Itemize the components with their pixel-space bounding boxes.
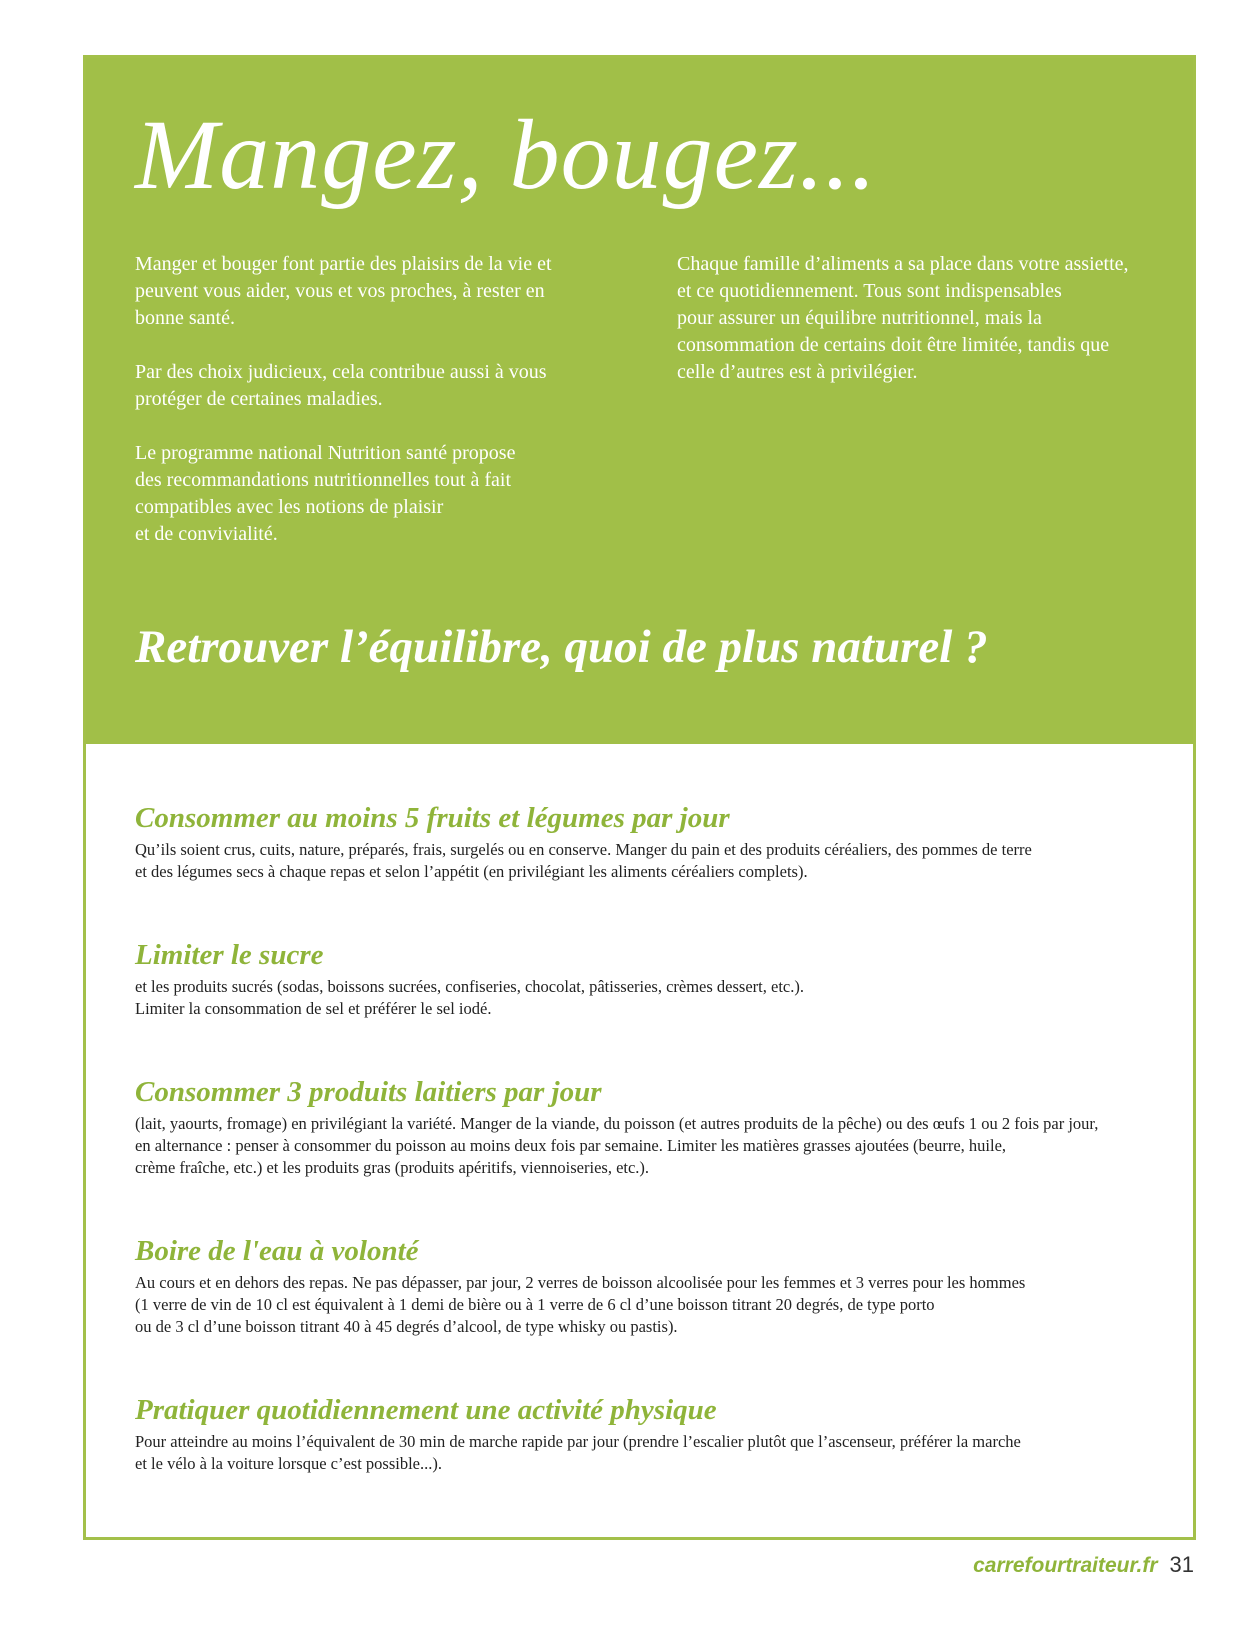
recommendation-text: Pour atteindre au moins l’équivalent de 30 min de marche rapide par jour (prendre l’escalier plutôt que l’ascenseur, préférer la marche et le vélo à la voiture lorsque c’est possible...).	[135, 1432, 1021, 1473]
intro-paragraph: Le programme national Nutrition santé propose des recommandations nutritionnelles tout à fait compatibles avec les notions de plaisir et de convivialité.	[135, 442, 516, 545]
intro-left-column	[135, 251, 605, 575]
recommendation-item	[135, 1391, 1175, 1475]
recommendation-text: (lait, yaourts, fromage) en privilégiant la variété. Manger de la viande, du poisson (et autres produits de la pêche) ou des œufs 1 ou 2 fois par jour, en alternance : penser à consommer du poisson au moins deux fois par semaine. Limiter les matières grasses ajoutées (beurre, huile, crème fraîche, etc.) et les produits gras (produits apéritifs, viennoiseries, etc.).	[135, 1114, 1099, 1177]
recommendation-item	[135, 1073, 1175, 1179]
intro-paragraph: Chaque famille d’aliments a sa place dans votre assiette, et ce quotidiennement. Tous sont indispensables pour assurer un équilibre nutritionnel, mais la consommation de certains doit être limitée, tandis que celle d’autres est à privilégier.	[677, 253, 1129, 383]
recommendation-heading: Limiter le sucre	[135, 939, 324, 971]
section-subtitle: Retrouver l’équilibre, quoi de plus naturel ?	[135, 621, 988, 673]
page-title: Mangez, bougez...	[135, 99, 877, 210]
intro-right-column	[677, 251, 1177, 413]
intro-paragraph: Par des choix judicieux, cela contribue aussi à vous protéger de certaines maladies.	[135, 361, 547, 410]
recommendation-heading: Consommer au moins 5 fruits et légumes par jour	[135, 802, 730, 834]
recommendation-heading: Boire de l'eau à volonté	[135, 1235, 419, 1267]
recommendation-text: Au cours et en dehors des repas. Ne pas dépasser, par jour, 2 verres de boisson alcoolisée pour les femmes et 3 verres pour les hommes (1 verre de vin de 10 cl est équivalent à 1 demi de bière ou à 1 verre de 6 cl d’une boisson titrant 20 degrés, de type porto ou de 3 cl d’une boisson titrant 40 à 45 degrés d’alcool, de type whisky ou pastis).	[135, 1273, 1026, 1336]
page-number: 31	[1169, 1552, 1194, 1577]
recommendation-heading: Pratiquer quotidiennement une activité physique	[135, 1394, 717, 1426]
recommendation-heading: Consommer 3 produits laitiers par jour	[135, 1076, 602, 1108]
recommendation-item	[135, 1232, 1175, 1338]
recommendation-item	[135, 799, 1175, 883]
recommendation-item	[135, 936, 1175, 1020]
intro-paragraph: Manger et bouger font partie des plaisirs de la vie et peuvent vous aider, vous et vos proches, à rester en bonne santé.	[135, 253, 552, 329]
website-link[interactable]: carrefourtraiteur.fr	[973, 1554, 1158, 1577]
recommendation-text: et les produits sucrés (sodas, boissons sucrées, confiseries, chocolat, pâtisseries, crèmes dessert, etc.). Limiter la consommation de sel et préférer le sel iodé.	[135, 977, 804, 1018]
page-footer	[973, 1552, 1194, 1582]
recommendation-text: Qu’ils soient crus, cuits, nature, préparés, frais, surgelés ou en conserve. Manger du pain et des produits céréaliers, des pommes de terre et des légumes secs à chaque repas et selon l’appétit (en privilégiant les aliments céréaliers complets).	[135, 840, 1032, 881]
